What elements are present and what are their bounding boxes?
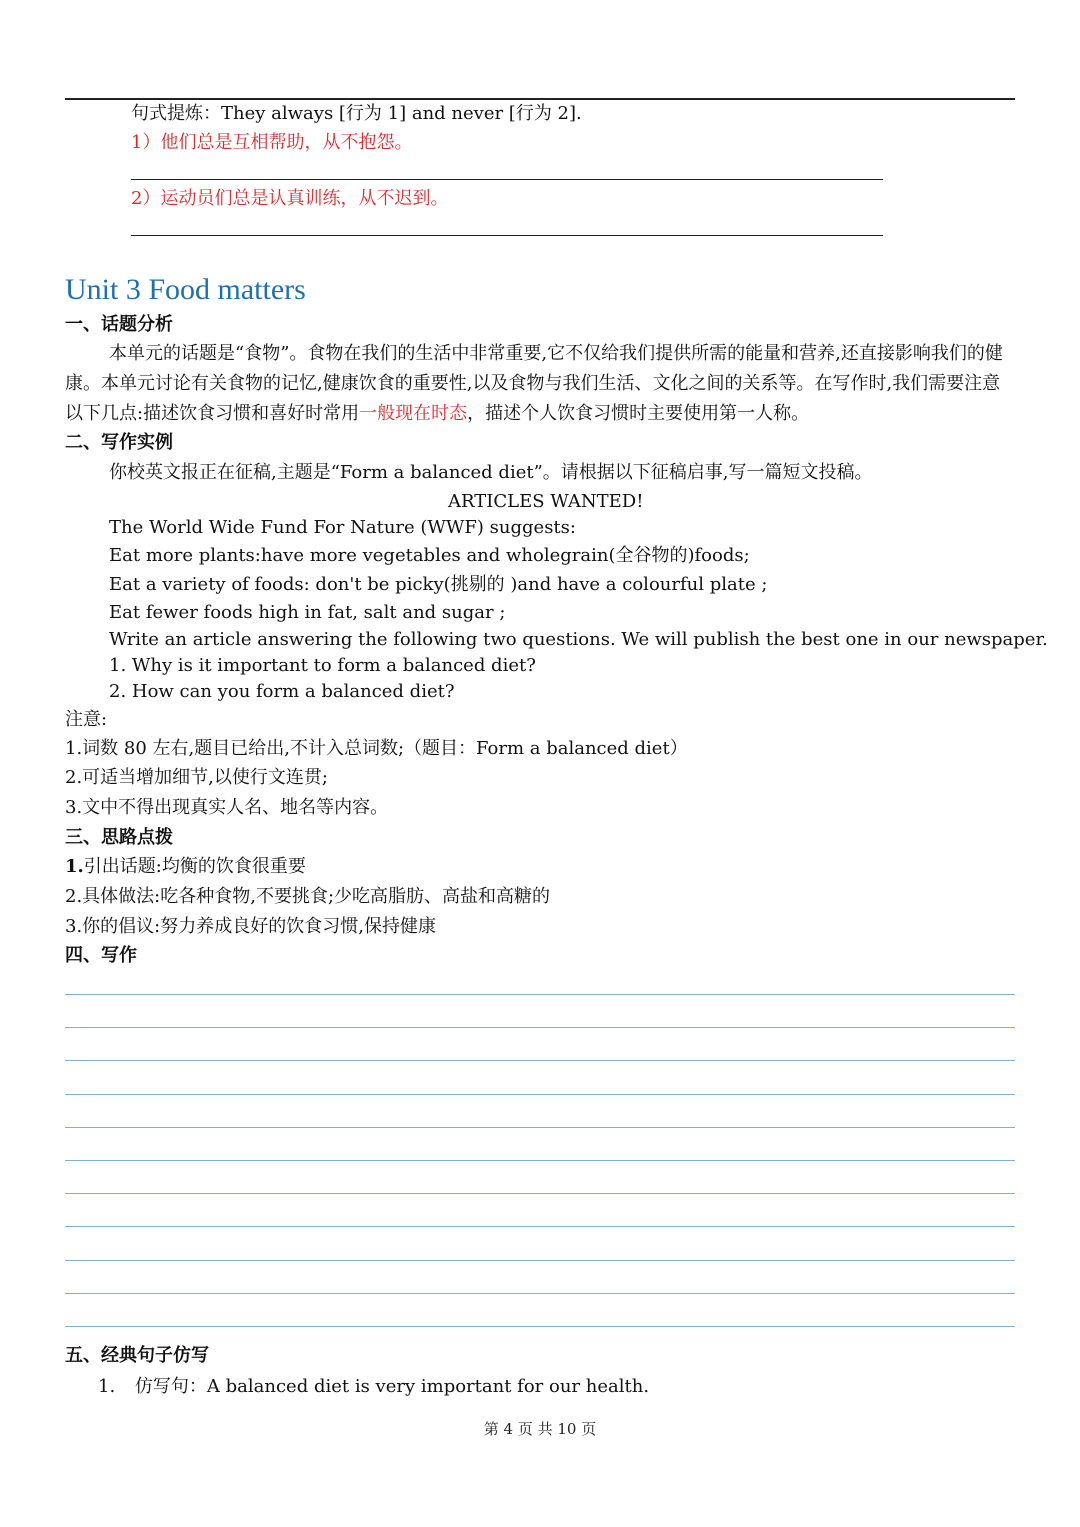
writing-line[interactable] [65, 1294, 1015, 1327]
section-5-heading: 五、经典句子仿写 [65, 1345, 209, 1366]
section-4-heading: 四、写作 [65, 945, 137, 966]
writing-prompt-intro: 你校英文报正在征稿,主题是“Form a balanced diet”。请根据以下征稿启事,写一篇短文投稿。 [109, 462, 873, 483]
topic-text-2: ，描述个人饮食习惯时主要使用第一人称。 [467, 403, 810, 424]
idea-point-1-text: 引出话题:均衡的饮食很重要 [83, 856, 306, 877]
example-2: 2）运动员们总是认真训练，从不迟到。 [131, 188, 449, 209]
writing-line[interactable] [65, 1261, 1015, 1294]
topic-text-1: 本单元的话题是“食物”。食物在我们的生活中非常重要,它不仅给我们提供所需的能量和营养,还直接影响我们的健康。本单元讨论有关食物的记忆,健康饮食的重要性,以及食物与我们生活、文化之间的关系等。在写作时,我们需要注意以下几点:描述饮食习惯和喜好时常用 [65, 343, 1003, 424]
idea-point-1-number: 1. [65, 856, 84, 877]
question-1: 1. Why is it important to form a balanced diet? [109, 655, 536, 676]
topic-highlight: 一般现在时态 [359, 403, 468, 424]
topic-analysis-paragraph [65, 339, 1015, 429]
question-2: 2. How can you form a balanced diet? [109, 681, 455, 702]
example-1: 1）他们总是互相帮助，从不抱怨。 [131, 132, 413, 153]
writing-line[interactable] [65, 1194, 1015, 1227]
writing-area[interactable] [65, 994, 1015, 1327]
writing-line[interactable] [65, 1028, 1015, 1061]
pattern-text: They always [行为 1] and never [行为 2]. [221, 103, 582, 124]
page-footer: 第 4 页 共 10 页 [483, 1420, 597, 1438]
writing-line[interactable] [65, 1128, 1015, 1161]
notice-line: The World Wide Fund For Nature (WWF) suggests: [109, 517, 576, 538]
note-item: 3.文中不得出现真实人名、地名等内容。 [65, 797, 389, 818]
notice-line: Eat more plants:have more vegetables and wholegrain(全谷物的)foods; [109, 545, 750, 566]
pattern-line [131, 102, 582, 126]
pattern-label: 句式提炼： [131, 103, 221, 124]
answer-line-1[interactable] [131, 179, 883, 180]
notice-line: Eat fewer foods high in fat, salt and sugar ; [109, 602, 506, 623]
writing-line[interactable] [65, 995, 1015, 1028]
writing-line[interactable] [65, 1227, 1015, 1260]
section-3-heading: 三、思路点拨 [65, 827, 173, 848]
imitation-item-label: 仿写句： [134, 1376, 207, 1397]
writing-line[interactable] [65, 1095, 1015, 1128]
note-item: 2.可适当增加细节,以使行文连贯; [65, 767, 328, 788]
writing-line[interactable] [65, 1061, 1015, 1094]
answer-line-2[interactable] [131, 235, 883, 236]
writing-line[interactable] [65, 1161, 1015, 1194]
imitation-item-text: A balanced diet is very important for our health. [206, 1376, 650, 1397]
imitation-item-number: 1. [98, 1376, 116, 1397]
notice-line: Eat a variety of foods: don't be picky(挑剔的 )and have a colourful plate ; [109, 574, 768, 595]
idea-point-2: 2.具体做法:吃各种食物,不要挑食;少吃高脂肪、高盐和高糖的 [65, 886, 551, 907]
notice-title: ARTICLES WANTED! [448, 491, 644, 512]
note-label: 注意: [65, 709, 108, 730]
section-1-heading: 一、话题分析 [65, 314, 173, 335]
unit-title: Unit 3 Food matters [65, 273, 306, 306]
idea-point-1 [65, 855, 306, 879]
imitation-item-1 [98, 1375, 649, 1399]
notice-line: Write an article answering the following two questions. We will publish the best one in our newspaper. [109, 629, 1048, 650]
top-rule [65, 98, 1015, 100]
section-2-heading: 二、写作实例 [65, 432, 173, 453]
idea-point-3: 3.你的倡议:努力养成良好的饮食习惯,保持健康 [65, 916, 436, 937]
note-item: 1.词数 80 左右,题目已给出,不计入总词数;（题目：Form a balanced diet） [65, 738, 688, 759]
